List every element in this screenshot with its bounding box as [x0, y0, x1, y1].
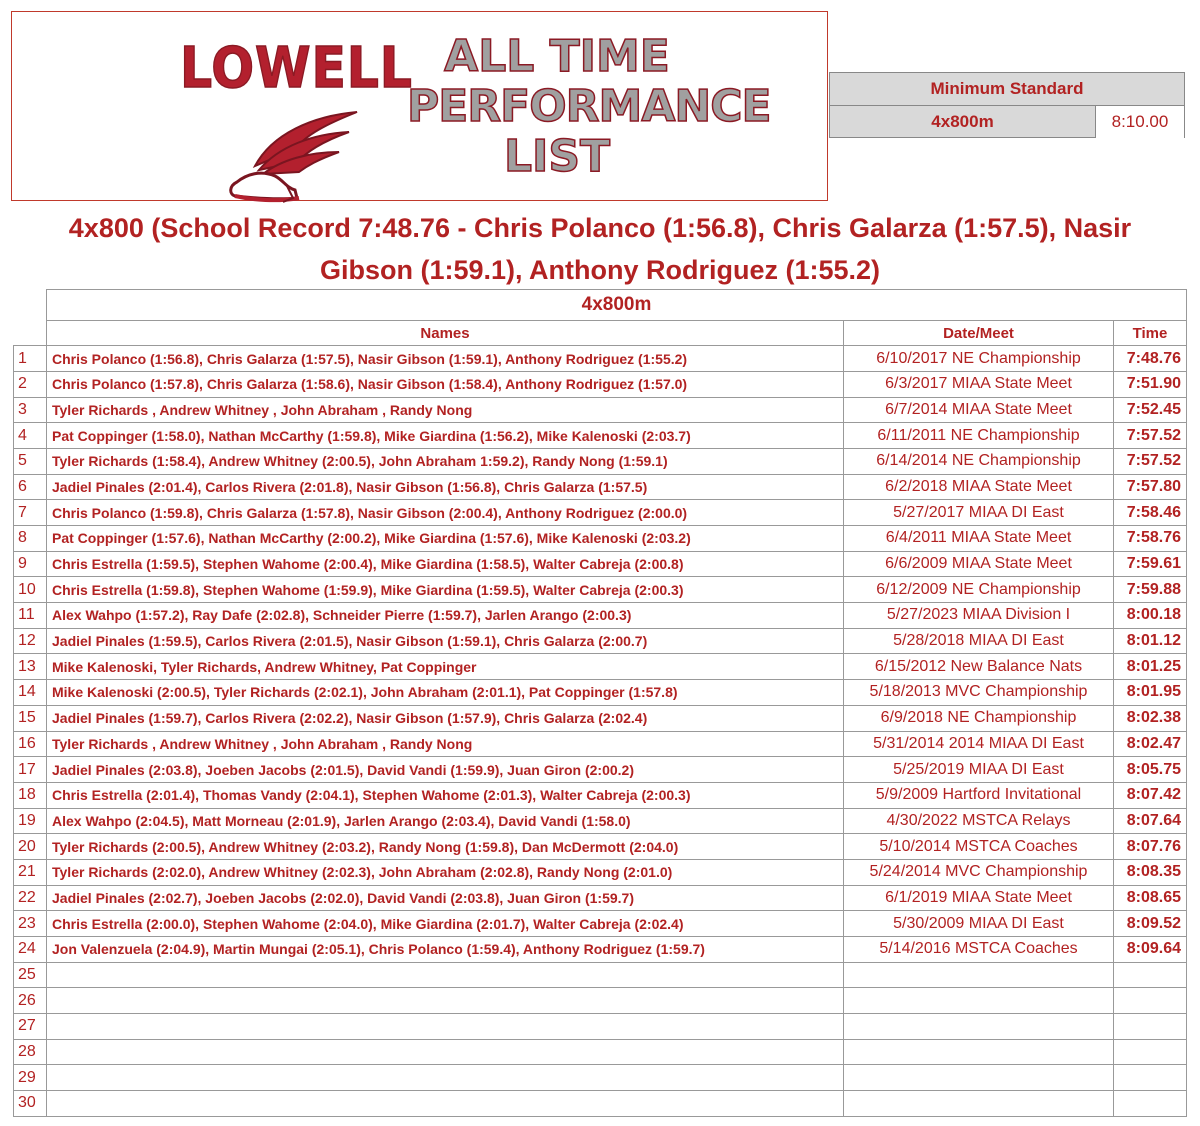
table-row — [14, 628, 1187, 654]
rank-cell: 15 — [14, 705, 47, 731]
time-cell: 8:08.65 — [1114, 885, 1187, 911]
date-meet-cell: 5/24/2014 MVC Championship — [844, 859, 1114, 885]
time-cell: 7:57.52 — [1114, 423, 1187, 449]
time-cell — [1114, 1065, 1187, 1091]
time-cell: 8:09.52 — [1114, 911, 1187, 937]
time-cell: 7:48.76 — [1114, 346, 1187, 372]
date-meet-cell — [844, 1014, 1114, 1040]
names-cell: Chris Polanco (1:59.8), Chris Galarza (1:57.8), Nasir Gibson (2:00.4), Anthony Rodriguez (2:00.0) — [47, 500, 844, 526]
rank-cell: 19 — [14, 808, 47, 834]
table-row — [14, 731, 1187, 757]
column-header-names: Names — [47, 321, 844, 346]
time-cell: 8:07.76 — [1114, 834, 1187, 860]
rank-cell: 23 — [14, 911, 47, 937]
table-row — [14, 423, 1187, 449]
table-row — [14, 911, 1187, 937]
table-row — [14, 1091, 1187, 1117]
time-cell: 7:59.61 — [1114, 551, 1187, 577]
time-cell: 7:58.46 — [1114, 500, 1187, 526]
names-cell: Chris Polanco (1:56.8), Chris Galarza (1:57.5), Nasir Gibson (1:59.1), Anthony Rodriguez (1:55.2) — [47, 346, 844, 372]
names-cell: Pat Coppinger (1:57.6), Nathan McCarthy (2:00.2), Mike Giardina (1:57.6), Mike Kalenoski (2:03.2) — [47, 526, 844, 552]
rank-cell: 11 — [14, 603, 47, 629]
rank-cell: 21 — [14, 859, 47, 885]
names-cell: Jadiel Pinales (2:02.7), Joeben Jacobs (2:02.0), David Vandi (2:03.8), Juan Giron (1:59.7) — [47, 885, 844, 911]
table-row — [14, 397, 1187, 423]
time-cell — [1114, 1039, 1187, 1065]
date-meet-cell: 5/18/2013 MVC Championship — [844, 680, 1114, 706]
names-cell: Chris Polanco (1:57.8), Chris Galarza (1:58.6), Nasir Gibson (1:58.4), Anthony Rodriguez (1:57.0) — [47, 371, 844, 397]
time-cell: 7:57.80 — [1114, 474, 1187, 500]
date-meet-cell: 6/10/2017 NE Championship — [844, 346, 1114, 372]
date-meet-cell: 5/30/2009 MIAA DI East — [844, 911, 1114, 937]
time-cell: 8:00.18 — [1114, 603, 1187, 629]
rank-cell: 4 — [14, 423, 47, 449]
date-meet-cell — [844, 962, 1114, 988]
date-meet-cell: 5/25/2019 MIAA DI East — [844, 757, 1114, 783]
time-cell: 7:51.90 — [1114, 371, 1187, 397]
table-row — [14, 448, 1187, 474]
names-cell — [47, 1014, 844, 1040]
table-row — [14, 705, 1187, 731]
names-cell: Tyler Richards , Andrew Whitney , John Abraham , Randy Nong — [47, 731, 844, 757]
table-row — [14, 1065, 1187, 1091]
table-row — [14, 654, 1187, 680]
rank-cell: 24 — [14, 937, 47, 963]
date-meet-cell: 5/28/2018 MIAA DI East — [844, 628, 1114, 654]
table-row — [14, 808, 1187, 834]
header-banner — [11, 11, 828, 201]
performance-table — [13, 289, 1187, 1117]
names-cell: Mike Kalenoski (2:00.5), Tyler Richards (2:02.1), John Abraham (2:01.1), Pat Coppinger (1:57.8) — [47, 680, 844, 706]
date-meet-cell: 6/3/2017 MIAA State Meet — [844, 371, 1114, 397]
names-cell: Tyler Richards (2:00.5), Andrew Whitney (2:03.2), Randy Nong (1:59.8), Dan McDermott (2:04.0) — [47, 834, 844, 860]
winged-shoe-icon — [217, 104, 367, 204]
table-row — [14, 1014, 1187, 1040]
rank-cell: 10 — [14, 577, 47, 603]
rank-cell: 27 — [14, 1014, 47, 1040]
time-cell — [1114, 988, 1187, 1014]
rank-cell: 18 — [14, 782, 47, 808]
names-cell — [47, 962, 844, 988]
date-meet-cell: 5/14/2016 MSTCA Coaches — [844, 937, 1114, 963]
time-cell: 8:01.95 — [1114, 680, 1187, 706]
headline-line-1: ALL TIME — [444, 31, 670, 82]
table-row — [14, 603, 1187, 629]
date-meet-cell: 6/12/2009 NE Championship — [844, 577, 1114, 603]
names-cell: Chris Estrella (1:59.5), Stephen Wahome (2:00.4), Mike Giardina (1:58.5), Walter Cabreja (2:00.8) — [47, 551, 844, 577]
rank-cell: 3 — [14, 397, 47, 423]
names-cell — [47, 988, 844, 1014]
table-row — [14, 551, 1187, 577]
date-meet-cell: 6/7/2014 MIAA State Meet — [844, 397, 1114, 423]
time-cell: 8:08.35 — [1114, 859, 1187, 885]
names-cell — [47, 1039, 844, 1065]
table-row — [14, 859, 1187, 885]
time-cell: 7:58.76 — [1114, 526, 1187, 552]
rank-cell: 9 — [14, 551, 47, 577]
table-row — [14, 526, 1187, 552]
rank-cell: 28 — [14, 1039, 47, 1065]
date-meet-cell — [844, 988, 1114, 1014]
names-cell — [47, 1091, 844, 1117]
rank-cell: 7 — [14, 500, 47, 526]
rank-cell: 22 — [14, 885, 47, 911]
names-cell: Chris Estrella (2:01.4), Thomas Vandy (2:04.1), Stephen Wahome (2:01.3), Walter Cabreja (2:00.3) — [47, 782, 844, 808]
headline-line-3: LIST — [503, 131, 611, 182]
rank-cell: 29 — [14, 1065, 47, 1091]
table-row — [14, 577, 1187, 603]
time-cell: 8:09.64 — [1114, 937, 1187, 963]
minimum-standard-box — [829, 72, 1185, 138]
school-record-title: 4x800 (School Record 7:48.76 - Chris Polanco (1:56.8), Chris Galarza (1:57.5), Nasir Gibson (1:59.1), Anthony Rodriguez (1:55.2) — [68, 213, 1132, 285]
time-cell — [1114, 962, 1187, 988]
rank-cell: 30 — [14, 1091, 47, 1117]
names-cell: Alex Wahpo (1:57.2), Ray Dafe (2:02.8), Schneider Pierre (1:59.7), Jarlen Arango (2:00.3) — [47, 603, 844, 629]
table-row — [14, 937, 1187, 963]
table-row — [14, 680, 1187, 706]
time-cell: 8:07.42 — [1114, 782, 1187, 808]
table-caption: 4x800m — [47, 290, 1187, 321]
names-cell: Mike Kalenoski, Tyler Richards, Andrew Whitney, Pat Coppinger — [47, 654, 844, 680]
date-meet-cell: 4/30/2022 MSTCA Relays — [844, 808, 1114, 834]
date-meet-cell — [844, 1039, 1114, 1065]
rank-cell: 13 — [14, 654, 47, 680]
minimum-standard-time: 8:10.00 — [1096, 106, 1184, 138]
rank-cell: 2 — [14, 371, 47, 397]
table-row — [14, 757, 1187, 783]
minimum-standard-event: 4x800m — [830, 106, 1096, 138]
time-cell: 8:01.12 — [1114, 628, 1187, 654]
names-cell: Jadiel Pinales (1:59.5), Carlos Rivera (2:01.5), Nasir Gibson (1:59.1), Chris Galarza (2:00.7) — [47, 628, 844, 654]
table-row — [14, 962, 1187, 988]
date-meet-cell: 5/27/2017 MIAA DI East — [844, 500, 1114, 526]
time-cell: 8:05.75 — [1114, 757, 1187, 783]
date-meet-cell: 6/1/2019 MIAA State Meet — [844, 885, 1114, 911]
names-cell: Tyler Richards (1:58.4), Andrew Whitney (2:00.5), John Abraham 1:59.2), Randy Nong (1:59.1) — [47, 448, 844, 474]
time-cell: 8:02.47 — [1114, 731, 1187, 757]
names-cell: Alex Wahpo (2:04.5), Matt Morneau (2:01.9), Jarlen Arango (2:03.4), David Vandi (1:58.0) — [47, 808, 844, 834]
date-meet-cell: 6/11/2011 NE Championship — [844, 423, 1114, 449]
rank-cell: 17 — [14, 757, 47, 783]
date-meet-cell: 6/6/2009 MIAA State Meet — [844, 551, 1114, 577]
time-cell: 7:52.45 — [1114, 397, 1187, 423]
date-meet-cell: 6/4/2011 MIAA State Meet — [844, 526, 1114, 552]
rank-cell: 25 — [14, 962, 47, 988]
date-meet-cell — [844, 1091, 1114, 1117]
page-headline — [407, 31, 771, 182]
table-row — [14, 885, 1187, 911]
date-meet-cell — [844, 1065, 1114, 1091]
rank-cell: 12 — [14, 628, 47, 654]
rank-cell: 1 — [14, 346, 47, 372]
minimum-standard-title: Minimum Standard — [830, 73, 1184, 106]
rank-cell: 14 — [14, 680, 47, 706]
date-meet-cell: 5/31/2014 2014 MIAA DI East — [844, 731, 1114, 757]
date-meet-cell: 5/9/2009 Hartford Invitational — [844, 782, 1114, 808]
date-meet-cell: 6/9/2018 NE Championship — [844, 705, 1114, 731]
date-meet-cell: 6/14/2014 NE Championship — [844, 448, 1114, 474]
table-row — [14, 1039, 1187, 1065]
names-cell: Tyler Richards (2:02.0), Andrew Whitney (2:02.3), John Abraham (2:02.8), Randy Nong (2:01.0) — [47, 859, 844, 885]
date-meet-cell: 6/15/2012 New Balance Nats — [844, 654, 1114, 680]
rank-cell: 8 — [14, 526, 47, 552]
table-row — [14, 834, 1187, 860]
table-row — [14, 474, 1187, 500]
names-cell: Jon Valenzuela (2:04.9), Martin Mungai (2:05.1), Chris Polanco (1:59.4), Anthony Rodriguez (1:59.7) — [47, 937, 844, 963]
table-row — [14, 988, 1187, 1014]
names-cell: Pat Coppinger (1:58.0), Nathan McCarthy (1:59.8), Mike Giardina (1:56.2), Mike Kalenoski (2:03.7) — [47, 423, 844, 449]
time-cell: 8:01.25 — [1114, 654, 1187, 680]
rank-cell: 26 — [14, 988, 47, 1014]
names-cell: Jadiel Pinales (2:01.4), Carlos Rivera (2:01.8), Nasir Gibson (1:56.8), Chris Galarza (1:57.5) — [47, 474, 844, 500]
names-cell: Jadiel Pinales (2:03.8), Joeben Jacobs (2:01.5), David Vandi (1:59.9), Juan Giron (2:00.2) — [47, 757, 844, 783]
column-header-time: Time — [1114, 321, 1187, 346]
date-meet-cell: 6/2/2018 MIAA State Meet — [844, 474, 1114, 500]
time-cell — [1114, 1091, 1187, 1117]
time-cell: 8:02.38 — [1114, 705, 1187, 731]
names-cell: Tyler Richards , Andrew Whitney , John Abraham , Randy Nong — [47, 397, 844, 423]
time-cell: 8:07.64 — [1114, 808, 1187, 834]
logo-text: LOWELL — [180, 36, 413, 101]
names-cell: Jadiel Pinales (1:59.7), Carlos Rivera (2:02.2), Nasir Gibson (1:57.9), Chris Galarza (2:02.4) — [47, 705, 844, 731]
rank-cell: 6 — [14, 474, 47, 500]
rank-cell: 5 — [14, 448, 47, 474]
time-cell: 7:57.52 — [1114, 448, 1187, 474]
table-row — [14, 371, 1187, 397]
table-row — [14, 500, 1187, 526]
column-header-date-meet: Date/Meet — [844, 321, 1114, 346]
time-cell — [1114, 1014, 1187, 1040]
names-cell — [47, 1065, 844, 1091]
table-row — [14, 782, 1187, 808]
names-cell: Chris Estrella (2:00.0), Stephen Wahome (2:04.0), Mike Giardina (2:01.7), Walter Cabreja (2:02.4) — [47, 911, 844, 937]
date-meet-cell: 5/27/2023 MIAA Division I — [844, 603, 1114, 629]
rank-cell: 20 — [14, 834, 47, 860]
names-cell: Chris Estrella (1:59.8), Stephen Wahome (1:59.9), Mike Giardina (1:59.5), Walter Cabreja (2:00.3) — [47, 577, 844, 603]
headline-line-2: PERFORMANCE — [407, 81, 771, 132]
time-cell: 7:59.88 — [1114, 577, 1187, 603]
date-meet-cell: 5/10/2014 MSTCA Coaches — [844, 834, 1114, 860]
rank-cell: 16 — [14, 731, 47, 757]
table-row — [14, 346, 1187, 372]
